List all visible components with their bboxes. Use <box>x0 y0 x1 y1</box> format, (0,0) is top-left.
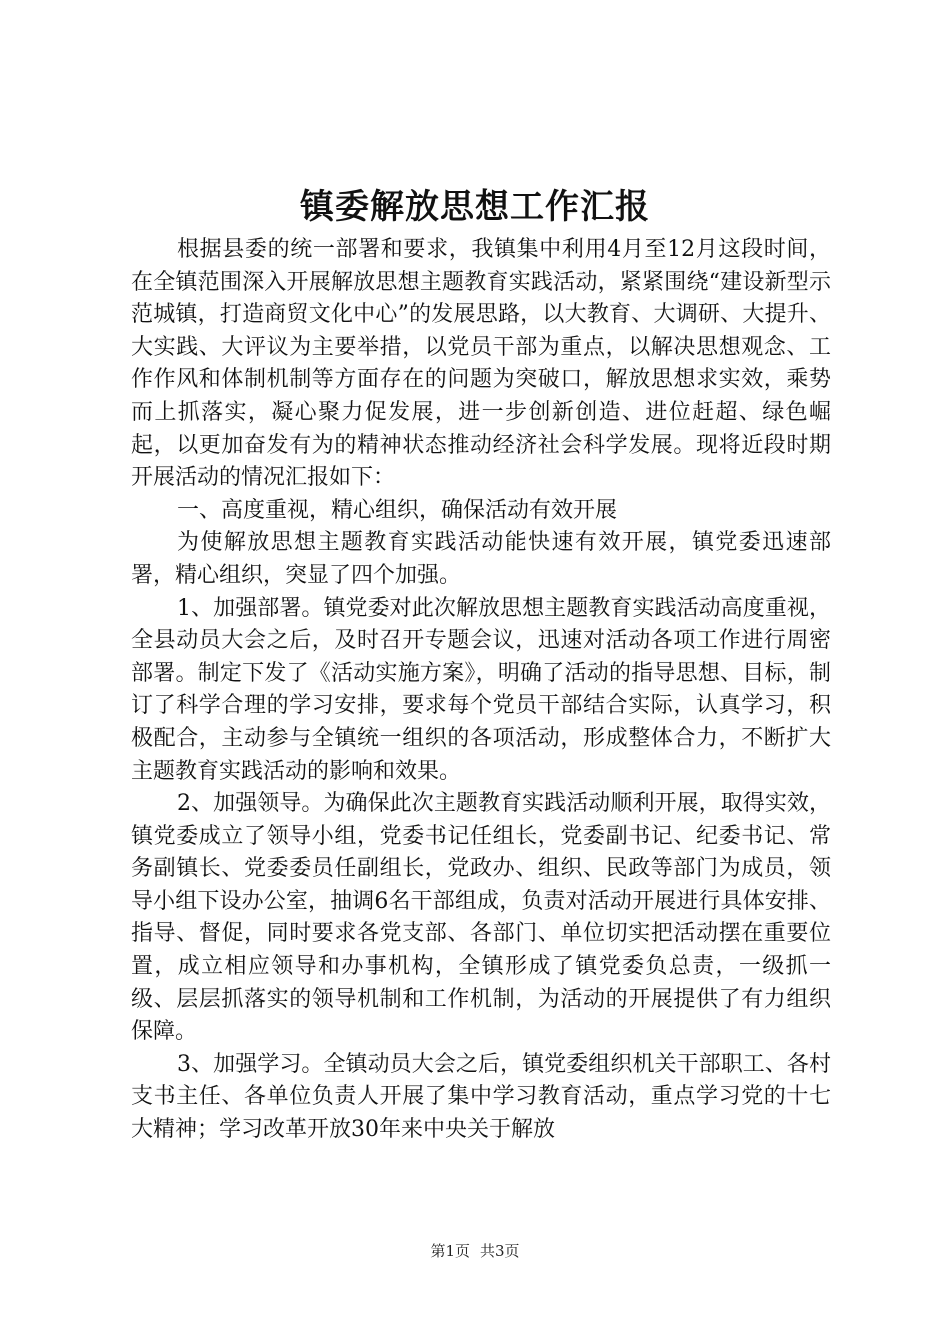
paragraph-item-2: 2、加强领导。为确保此次主题教育实践活动顺利开展，取得实效，镇党委成立了领导小组，党委书记任组长，党委副书记、纪委书记、常务副镇长、党委委员任副组长，党政办、组织、民政等部门为成员，领导小组下设办公室，抽调6名干部组成，负责对活动开展进行具体安排、指导、督促，同时要求各党支部、各部门、单位切实把活动摆在重要位置，成立相应领导和办事机构，全镇形成了镇党委负总责，一级抓一级、层层抓落实的领导机制和工作机制，为活动的开展提供了有力组织保障。 <box>131 791 831 1045</box>
section-heading-1: 一、高度重视，精心组织，确保活动有效开展 <box>177 497 618 523</box>
paragraph-item-1: 1、加强部署。镇党委对此次解放思想主题教育实践活动高度重视，全县动员大会之后，及时召开专题会议，迅速对活动各项工作进行周密部署。制定下发了《活动实施方案》，明确了活动的指导思想、目标，制订了科学合理的学习安排，要求每个党员干部结合实际，认真学习，积极配合，主动参与全镇统一组织的各项活动，形成整体合力，不断扩大主题教育实践活动的影响和效果。 <box>131 595 831 784</box>
document-title: 镇委解放思想工作汇报 <box>300 187 650 227</box>
page-number: 第1页 <box>430 1242 470 1260</box>
page-footer <box>0 1240 950 1262</box>
page-total: 共3页 <box>480 1242 520 1260</box>
paragraph-item-3: 3、加强学习。全镇动员大会之后，镇党委组织机关干部职工、各村支书主任、各单位负责人开展了集中学习教育活动，重点学习党的十七大精神；学习改革开放30年来中央关于解放 <box>131 1051 831 1143</box>
document-body <box>131 234 831 1147</box>
paragraph-section-1-intro: 为使解放思想主题教育实践活动能快速有效开展，镇党委迅速部署，精心组织，突显了四个加强。 <box>131 530 831 588</box>
paragraph-intro: 根据县委的统一部署和要求，我镇集中利用4月至12月这段时间，在全镇范围深入开展解放思想主题教育实践活动，紧紧围绕“建设新型示范城镇，打造商贸文化中心”的发展思路，以大教育、大调研、大提升、大实践、大评议为主要举措，以党员干部为重点，以解决思想观念、工作作风和体制机制等方面存在的问题为突破口，解放思想求实效，乘势而上抓落实，凝心聚力促发展，进一步创新创造、进位赶超、绿色崛起，以更加奋发有为的精神状态推动经济社会科学发展。现将近段时期开展活动的情况汇报如下： <box>131 237 831 491</box>
